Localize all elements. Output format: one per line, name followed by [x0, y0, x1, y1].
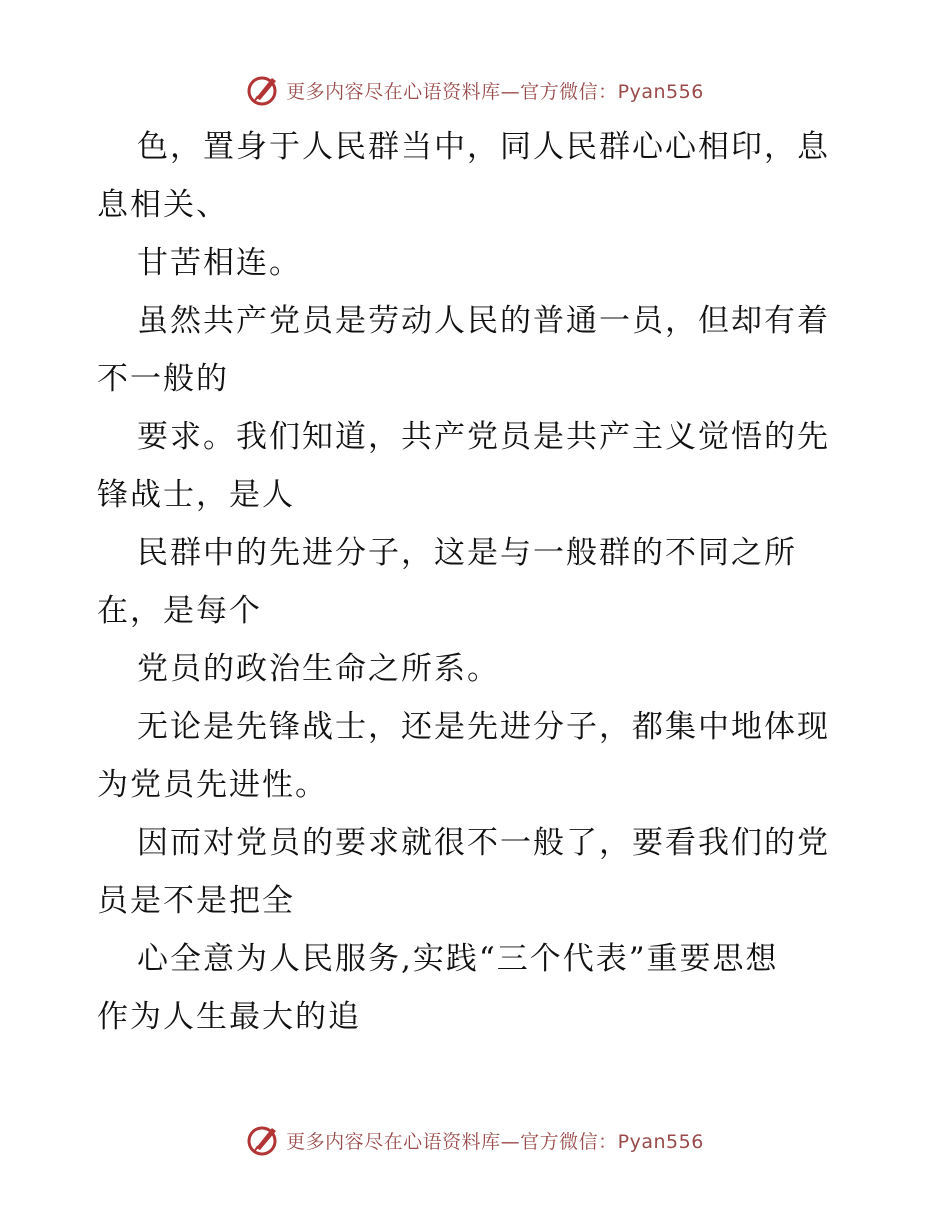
text-line: 在，是每个: [97, 593, 262, 629]
text-line: 无论是先锋战士，还是先进分子，都集中地体现: [137, 709, 830, 745]
text-line: 民群中的先进分子，这是与一般群的不同之所: [137, 535, 797, 571]
text-line: 息相关、: [97, 187, 229, 223]
footer-banner: [0, 1120, 950, 1160]
text-line: 要求。我们知道，共产党员是共产主义觉悟的先: [137, 419, 830, 455]
text-line: 心全意为人民服务,实践“三个代表”重要思想: [137, 941, 779, 977]
text-line: 党员的政治生命之所系。: [137, 651, 500, 687]
header-banner-text: 更多内容尽在心语资料库—官方微信：Pyan556: [286, 80, 704, 103]
quill-logo-icon: [246, 72, 282, 108]
text-line: 虽然共产党员是劳动人民的普通一员，但却有着: [137, 303, 830, 339]
header-banner: [0, 70, 950, 110]
text-line: 作为人生最大的追: [97, 999, 361, 1035]
quill-logo-icon: [246, 1122, 282, 1158]
text-line: 为党员先进性。: [97, 767, 328, 803]
footer-banner-text: 更多内容尽在心语资料库—官方微信：Pyan556: [286, 1130, 704, 1153]
text-line: 因而对党员的要求就很不一般了，要看我们的党: [137, 825, 830, 861]
text-line: 锋战士，是人: [97, 477, 295, 513]
text-line: 不一般的: [97, 361, 229, 397]
body-text: [97, 118, 857, 1046]
text-line: 色，置身于人民群当中，同人民群心心相印，息: [137, 129, 830, 165]
text-line: 员是不是把全: [97, 883, 295, 919]
text-line: 甘苦相连。: [137, 245, 302, 281]
